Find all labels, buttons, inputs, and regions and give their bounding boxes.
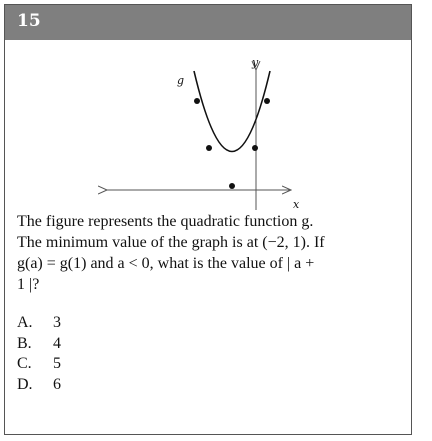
- choice-a[interactable]: [17, 313, 61, 334]
- choice-d[interactable]: [17, 375, 61, 396]
- function-label: g: [177, 74, 185, 87]
- choice-c[interactable]: [17, 354, 61, 375]
- question-text: [17, 211, 405, 295]
- question-line-1: The figure represents the quadratic function g.: [17, 213, 314, 230]
- quadratic-graph: [5, 40, 411, 210]
- x-axis-label: x: [293, 198, 300, 210]
- choice-value: 4: [53, 334, 61, 352]
- question-card: [4, 4, 412, 435]
- point-left-upper: [194, 98, 200, 104]
- answer-choices: [17, 313, 61, 395]
- question-header: [5, 5, 411, 40]
- choice-letter: C.: [17, 355, 32, 372]
- choice-letter: A.: [17, 314, 33, 331]
- question-line-3: g(a) = g(1) and a < 0, what is the value of | a +: [17, 255, 315, 272]
- point-left-lower: [206, 145, 212, 151]
- question-number: 15: [17, 11, 41, 31]
- choice-letter: D.: [17, 375, 33, 393]
- question-line-2: The minimum value of the graph is at (−2, 1). If: [17, 234, 325, 251]
- point-right-upper: [264, 98, 270, 104]
- y-axis-label: y: [252, 56, 259, 69]
- choice-b[interactable]: [17, 334, 61, 355]
- choice-value: 5: [53, 355, 61, 372]
- question-line-4: 1 |?: [17, 276, 40, 293]
- choice-value: 6: [53, 375, 61, 393]
- choice-letter: B.: [17, 334, 32, 352]
- parabola-curve: [194, 71, 270, 152]
- choice-value: 3: [53, 314, 61, 331]
- point-right-lower: [252, 145, 258, 151]
- point-vertex: [229, 183, 235, 189]
